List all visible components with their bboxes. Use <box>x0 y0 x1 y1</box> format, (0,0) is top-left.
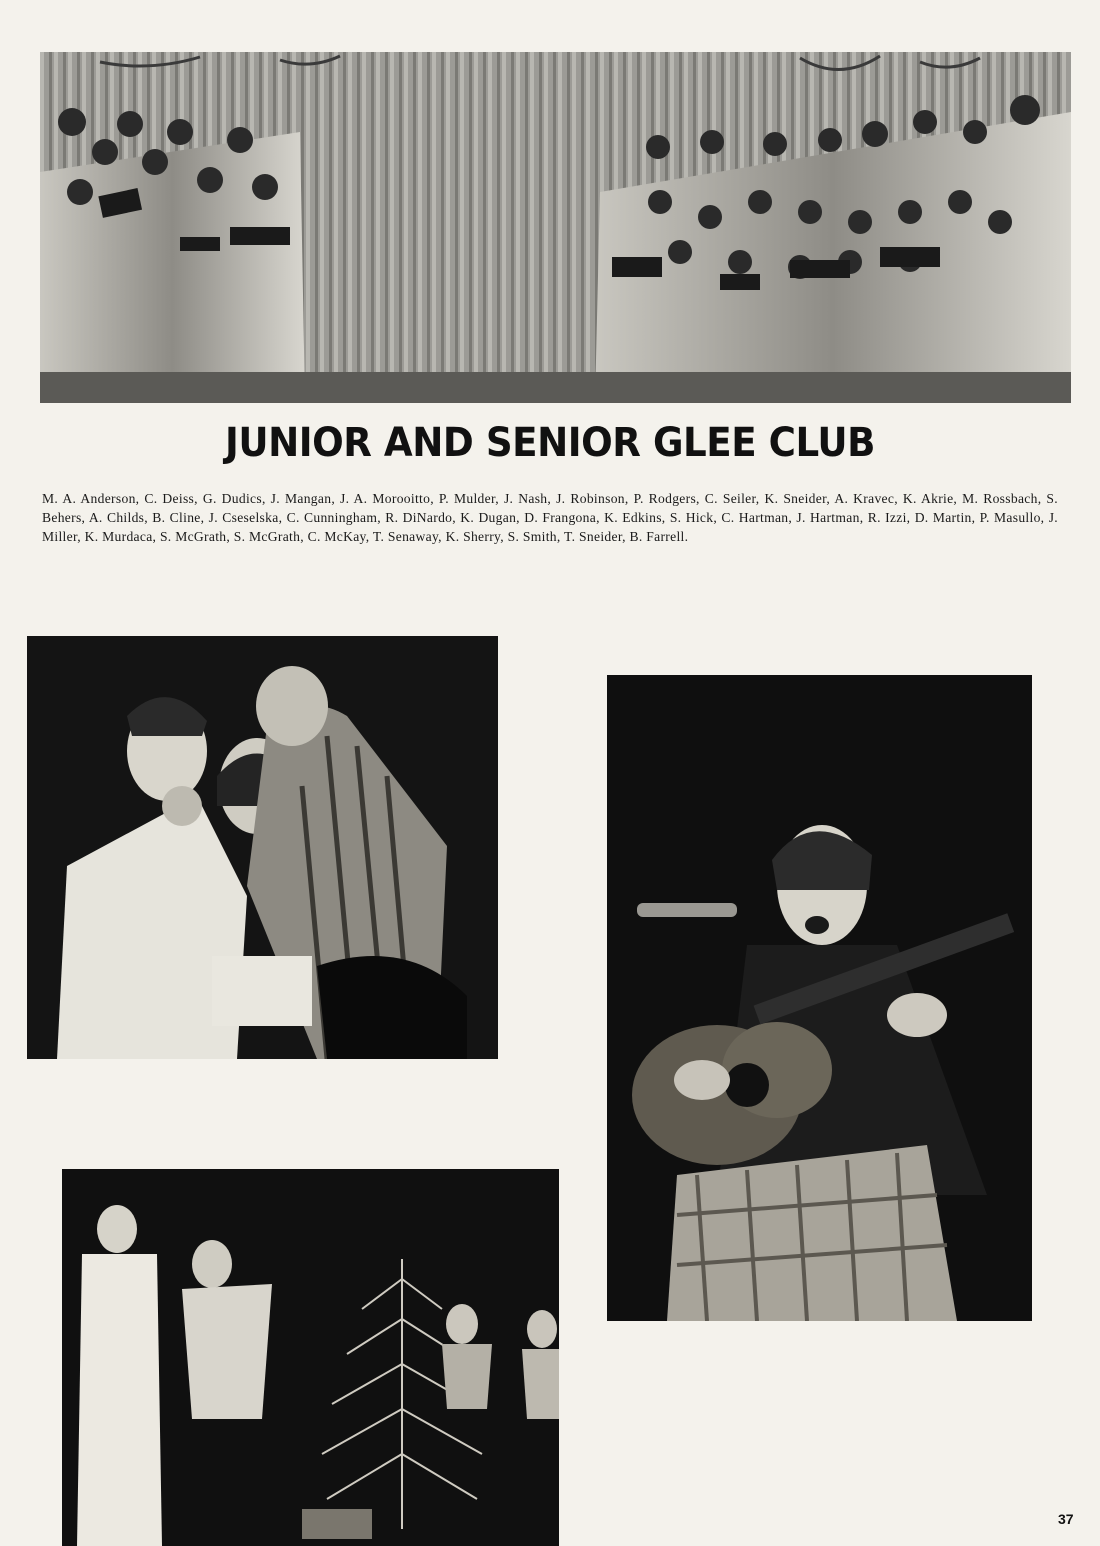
corsage-presentation-photo <box>27 636 498 1059</box>
choir-on-stage-photo <box>40 52 1071 403</box>
guitarist-singing-photo <box>607 675 1032 1321</box>
page-title: JUNIOR AND SENIOR GLEE CLUB <box>224 420 876 466</box>
member-list: M. A. Anderson, C. Deiss, G. Dudics, J. Mangan, J. A. Morooitto, P. Mulder, J. Nash, J. Robinson, P. Rodgers, C. Seiler, K. Sneider, A. Kravec, K. Akrie, M. Rossbach, S. Behers, A. Childs, B. Cline, J. Cseselska, C. Cunningham, R. DiNardo, K. Dugan, D. Frangona, K. Edkins, S. Hick, C. Hartman, J. Hartman, R. Izzi, D. Martin, P. Masullo, J. Miller, K. Murdaca, S. McGrath, S. McGrath, C. McKay, T. Senaway, K. Sherry, S. Smith, T. Sneider, B. Farrell. <box>42 491 1058 544</box>
singers-with-tree-photo <box>62 1169 559 1546</box>
page-number: 37 <box>1058 1511 1074 1527</box>
